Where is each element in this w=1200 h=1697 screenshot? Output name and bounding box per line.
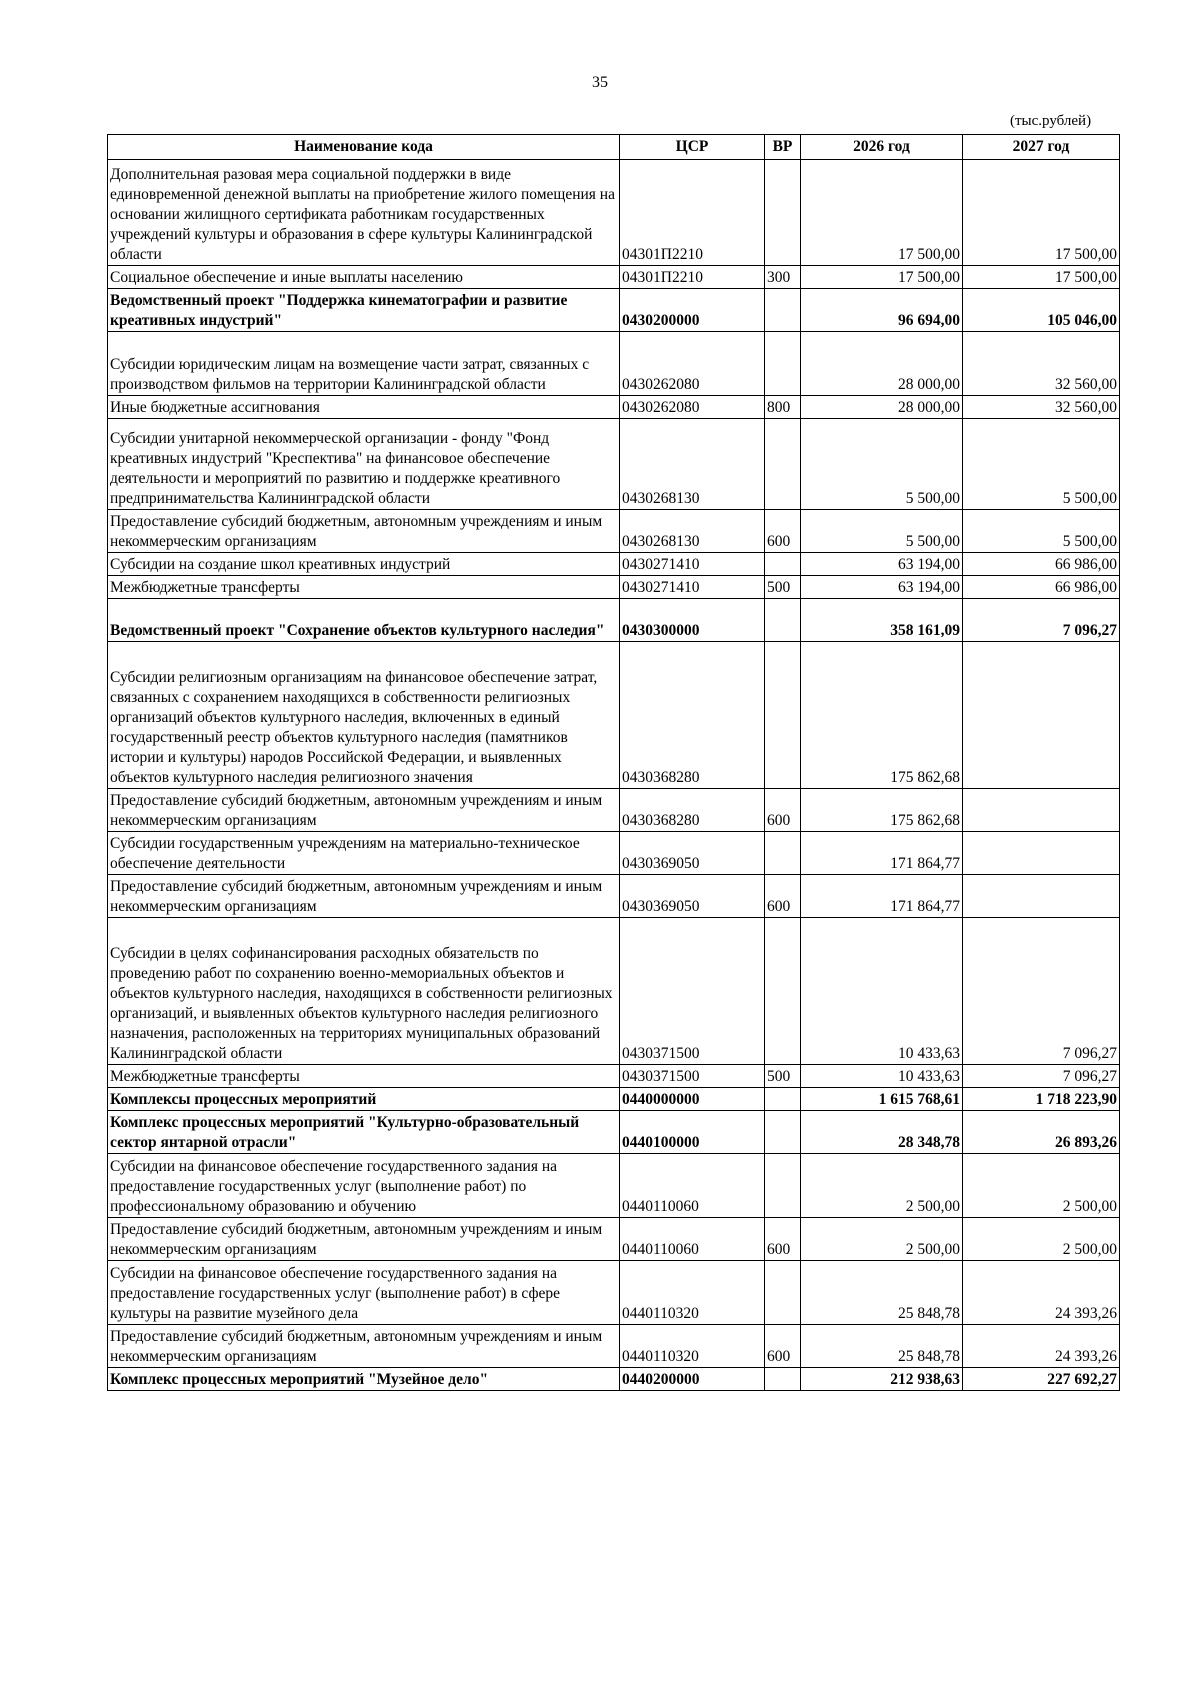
- cell-2027: 66 986,00: [963, 576, 1120, 599]
- cell-name: Предоставление субсидий бюджетным, автономным учреждениям и иным некоммерческим организациям: [108, 510, 620, 553]
- cell-csr: 0430271410: [620, 553, 765, 576]
- cell-name: Субсидии юридическим лицам на возмещение части затрат, связанных с производством фильмов на территории Калининградской области: [108, 332, 620, 396]
- table-row: [108, 875, 1120, 918]
- cell-csr: 0440110060: [620, 1154, 765, 1218]
- cell-2026: 25 848,78: [801, 1261, 963, 1325]
- cell-csr: 0440100000: [620, 1111, 765, 1154]
- cell-2026: 175 862,68: [801, 642, 963, 789]
- cell-csr: 0440110320: [620, 1325, 765, 1368]
- header-csr: ЦСР: [620, 135, 765, 160]
- cell-2027: 227 692,27: [963, 1368, 1120, 1391]
- cell-2026: 212 938,63: [801, 1368, 963, 1391]
- cell-name: Субсидии на финансовое обеспечение государственного задания на предоставление государственных услуг (выполнение работ) по профессиональному образованию и обучению: [108, 1154, 620, 1218]
- cell-2026: 10 433,63: [801, 918, 963, 1065]
- table-row: [108, 1088, 1120, 1111]
- table-row: [108, 1218, 1120, 1261]
- cell-vr: [765, 832, 801, 875]
- table-row: [108, 832, 1120, 875]
- cell-2026: 17 500,00: [801, 160, 963, 266]
- cell-name: Субсидии на создание школ креативных индустрий: [108, 553, 620, 576]
- header-vr: ВР: [765, 135, 801, 160]
- cell-2027: 1 718 223,90: [963, 1088, 1120, 1111]
- cell-vr: 500: [765, 576, 801, 599]
- cell-2027: 66 986,00: [963, 553, 1120, 576]
- table-row: [108, 553, 1120, 576]
- cell-csr: 0430369050: [620, 875, 765, 918]
- table-row: [108, 332, 1120, 396]
- cell-2026: 28 000,00: [801, 332, 963, 396]
- cell-csr: 0430371500: [620, 1065, 765, 1088]
- cell-2026: 175 862,68: [801, 789, 963, 832]
- table-row: [108, 1111, 1120, 1154]
- cell-2026: 2 500,00: [801, 1218, 963, 1261]
- cell-vr: [765, 1368, 801, 1391]
- cell-csr: 0430368280: [620, 789, 765, 832]
- cell-csr: 0430271410: [620, 576, 765, 599]
- cell-name: Комплексы процессных мероприятий: [108, 1088, 620, 1111]
- table-row: [108, 1368, 1120, 1391]
- cell-2027: [963, 832, 1120, 875]
- cell-name: Субсидии на финансовое обеспечение государственного задания на предоставление государственных услуг (выполнение работ) в сфере культуры на развитие музейного дела: [108, 1261, 620, 1325]
- table-row: [108, 918, 1120, 1065]
- cell-vr: [765, 599, 801, 642]
- header-name: Наименование кода: [108, 135, 620, 160]
- cell-vr: 800: [765, 396, 801, 419]
- cell-csr: 0430200000: [620, 289, 765, 332]
- cell-2027: 17 500,00: [963, 266, 1120, 289]
- cell-2027: 26 893,26: [963, 1111, 1120, 1154]
- unit-label: (тыс.рублей): [1010, 113, 1092, 129]
- table-row: [108, 510, 1120, 553]
- cell-name: Субсидии в целях софинансирования расходных обязательств по проведению работ по сохранению военно-мемориальных объектов и объектов культурного наследия, находящихся в собственности религиозных организаций, и выявленных объектов культурного наследия религиозного назначения, расположенных на территориях муниципальных образований Калининградской области: [108, 918, 620, 1065]
- table-row: [108, 1065, 1120, 1088]
- cell-csr: 0430268130: [620, 419, 765, 510]
- cell-name: Социальное обеспечение и иные выплаты населению: [108, 266, 620, 289]
- cell-name: Иные бюджетные ассигнования: [108, 396, 620, 419]
- cell-vr: [765, 1261, 801, 1325]
- table-row: [108, 599, 1120, 642]
- cell-2027: [963, 789, 1120, 832]
- cell-vr: [765, 1154, 801, 1218]
- cell-2027: 32 560,00: [963, 332, 1120, 396]
- cell-2026: 358 161,09: [801, 599, 963, 642]
- cell-2026: 28 000,00: [801, 396, 963, 419]
- cell-name: Предоставление субсидий бюджетным, автономным учреждениям и иным некоммерческим организациям: [108, 1325, 620, 1368]
- cell-csr: 0430369050: [620, 832, 765, 875]
- table-body: [108, 160, 1120, 1391]
- cell-name: Предоставление субсидий бюджетным, автономным учреждениям и иным некоммерческим организациям: [108, 789, 620, 832]
- cell-2026: 171 864,77: [801, 832, 963, 875]
- cell-vr: 600: [765, 789, 801, 832]
- cell-2026: 5 500,00: [801, 510, 963, 553]
- cell-2027: [963, 875, 1120, 918]
- cell-vr: 300: [765, 266, 801, 289]
- cell-2027: 32 560,00: [963, 396, 1120, 419]
- cell-2027: 24 393,26: [963, 1325, 1120, 1368]
- budget-table: [107, 134, 1120, 1391]
- cell-csr: 0440110320: [620, 1261, 765, 1325]
- cell-csr: 0430368280: [620, 642, 765, 789]
- cell-csr: 04301П2210: [620, 266, 765, 289]
- cell-2026: 63 194,00: [801, 576, 963, 599]
- cell-vr: 500: [765, 1065, 801, 1088]
- cell-name: Предоставление субсидий бюджетным, автономным учреждениям и иным некоммерческим организациям: [108, 875, 620, 918]
- cell-vr: [765, 918, 801, 1065]
- cell-2026: 28 348,78: [801, 1111, 963, 1154]
- cell-2027: 2 500,00: [963, 1218, 1120, 1261]
- cell-2026: 17 500,00: [801, 266, 963, 289]
- cell-2027: 5 500,00: [963, 419, 1120, 510]
- cell-2027: 7 096,27: [963, 918, 1120, 1065]
- cell-csr: 04301П2210: [620, 160, 765, 266]
- table-row: [108, 396, 1120, 419]
- cell-name: Предоставление субсидий бюджетным, автономным учреждениям и иным некоммерческим организациям: [108, 1218, 620, 1261]
- cell-csr: 0430262080: [620, 396, 765, 419]
- table-row: [108, 266, 1120, 289]
- cell-name: Межбюджетные трансферты: [108, 576, 620, 599]
- cell-vr: [765, 1111, 801, 1154]
- header-2026: 2026 год: [801, 135, 963, 160]
- table-header-row: [108, 135, 1120, 160]
- cell-2027: 24 393,26: [963, 1261, 1120, 1325]
- cell-2027: [963, 642, 1120, 789]
- cell-vr: [765, 289, 801, 332]
- table-row: [108, 419, 1120, 510]
- cell-vr: [765, 642, 801, 789]
- header-2027: 2027 год: [963, 135, 1120, 160]
- cell-csr: 0440200000: [620, 1368, 765, 1391]
- cell-vr: [765, 553, 801, 576]
- table-row: [108, 576, 1120, 599]
- cell-2026: 10 433,63: [801, 1065, 963, 1088]
- cell-2027: 7 096,27: [963, 1065, 1120, 1088]
- table-row: [108, 789, 1120, 832]
- cell-vr: [765, 332, 801, 396]
- cell-name: Комплекс процессных мероприятий "Культурно-образовательный сектор янтарной отрасли": [108, 1111, 620, 1154]
- cell-2026: 96 694,00: [801, 289, 963, 332]
- cell-2026: 5 500,00: [801, 419, 963, 510]
- table-row: [108, 642, 1120, 789]
- cell-2026: 1 615 768,61: [801, 1088, 963, 1111]
- cell-name: Комплекс процессных мероприятий "Музейное дело": [108, 1368, 620, 1391]
- cell-name: Межбюджетные трансферты: [108, 1065, 620, 1088]
- table-row: [108, 1325, 1120, 1368]
- cell-vr: [765, 160, 801, 266]
- cell-vr: 600: [765, 1325, 801, 1368]
- cell-csr: 0430262080: [620, 332, 765, 396]
- cell-name: Ведомственный проект "Поддержка кинематографии и развитие креативных индустрий": [108, 289, 620, 332]
- cell-vr: 600: [765, 1218, 801, 1261]
- cell-vr: [765, 419, 801, 510]
- cell-name: Дополнительная разовая мера социальной поддержки в виде единовременной денежной выплаты на приобретение жилого помещения на основании жилищного сертификата работникам государственных учреждений культуры и образования в сфере культуры Калининградской области: [108, 160, 620, 266]
- cell-csr: 0430268130: [620, 510, 765, 553]
- table-row: [108, 1154, 1120, 1218]
- cell-2027: 2 500,00: [963, 1154, 1120, 1218]
- page-number: 35: [592, 74, 608, 91]
- cell-name: Субсидии унитарной некоммерческой организации - фонду "Фонд креативных индустрий "Креспектива" на финансовое обеспечение деятельности и мероприятий по развитию и поддержке креативного предпринимательства Калининградской области: [108, 419, 620, 510]
- table-row: [108, 160, 1120, 266]
- cell-2026: 25 848,78: [801, 1325, 963, 1368]
- cell-2026: 171 864,77: [801, 875, 963, 918]
- cell-2026: 2 500,00: [801, 1154, 963, 1218]
- cell-vr: 600: [765, 875, 801, 918]
- cell-csr: 0440110060: [620, 1218, 765, 1261]
- cell-2026: 63 194,00: [801, 553, 963, 576]
- cell-name: Субсидии религиозным организациям на финансовое обеспечение затрат, связанных с сохранением находящихся в собственности религиозных организаций объектов культурного наследия, включенных в единый государственный реестр объектов культурного наследия (памятников истории и культуры) народов Российской Федерации, и выявленных объектов культурного наследия религиозного значения: [108, 642, 620, 789]
- cell-name: Субсидии государственным учреждениям на материально-техническое обеспечение деятельности: [108, 832, 620, 875]
- cell-2027: 5 500,00: [963, 510, 1120, 553]
- table-row: [108, 1261, 1120, 1325]
- cell-csr: 0430371500: [620, 918, 765, 1065]
- table-row: [108, 289, 1120, 332]
- cell-name: Ведомственный проект "Сохранение объектов культурного наследия": [108, 599, 620, 642]
- cell-2027: 7 096,27: [963, 599, 1120, 642]
- cell-vr: [765, 1088, 801, 1111]
- cell-csr: 0440000000: [620, 1088, 765, 1111]
- cell-vr: 600: [765, 510, 801, 553]
- cell-2027: 17 500,00: [963, 160, 1120, 266]
- cell-2027: 105 046,00: [963, 289, 1120, 332]
- cell-csr: 0430300000: [620, 599, 765, 642]
